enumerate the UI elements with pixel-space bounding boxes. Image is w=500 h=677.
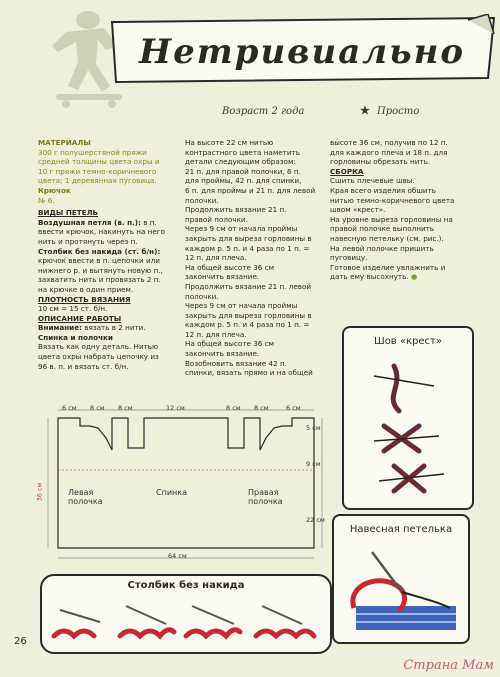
stitch-text: захватить нить и провязать 2 п.	[38, 275, 161, 285]
description-heading: ОПИСАНИЕ РАБОТЫ	[38, 313, 122, 323]
stitches-heading: ВИДЫ ПЕТЕЛЬ	[38, 208, 99, 218]
assembly-heading: СБОРКА	[330, 166, 364, 176]
assembly-line: нитью темно-коричневого цвета	[330, 195, 455, 205]
column-2	[185, 138, 319, 378]
materials-line: средней толщины цвета охры и	[38, 157, 160, 167]
text-line: для каждого плеча и 18 п. для	[330, 147, 448, 157]
hanging-loop-panel	[332, 514, 470, 644]
text-line: полочки.	[185, 291, 219, 301]
text-line: контрастного цвета наметить	[185, 147, 300, 157]
stitch-text: ввести крючок, накинуть на него	[38, 227, 165, 237]
dim-right: 5 см	[306, 424, 321, 432]
label-back: Спинка	[156, 488, 187, 497]
attention-label: Внимание:	[38, 323, 82, 333]
hanging-loop-title: Навесная петелька	[349, 524, 453, 535]
single-crochet-title: Столбик без накида	[127, 580, 245, 591]
age-label: Возраст 2 года	[222, 106, 305, 117]
stitch-text: в п.	[140, 217, 157, 227]
assembly-line: правой полочке выполнить	[330, 224, 435, 234]
text-line: для проймы, 42 п. для спинки,	[185, 176, 302, 186]
text-line: высоте 36 см, получив по 12 п.	[330, 138, 448, 147]
page-number: 26	[14, 636, 27, 647]
garment-schematic	[40, 398, 330, 568]
dim-top: 8 см	[226, 404, 241, 412]
stitch-text: крючок ввести в п. цепочки или	[38, 256, 160, 266]
assembly-line: Готовое изделие увлажнить и	[330, 262, 446, 272]
cross-stitch-panel	[342, 326, 474, 510]
back-text: Вязать как одну деталь. Нитью	[38, 342, 159, 352]
attention-text: вязать в 2 нити.	[81, 323, 146, 333]
stitch-text: нижнего р. и вытянуть новую п.,	[38, 265, 163, 275]
text-line: горловины обрезать нить.	[330, 157, 431, 167]
label-left-front: Левая полочка	[68, 488, 103, 506]
stitch-term: Воздушная петля (в. п.):	[38, 217, 141, 227]
stitch-text: нить и протянуть через п.	[38, 236, 138, 246]
text-line: закрыть для выреза горловины в	[185, 233, 312, 243]
text-line: 21 п. для правой полочки, 6 п.	[185, 166, 301, 176]
page-title: Нетривиально	[138, 32, 466, 72]
text-line: детали следующим образом:	[185, 157, 296, 167]
assembly-line: швом «крест».	[330, 205, 386, 215]
text-line: спинки, вязать прямо и на общей	[185, 368, 313, 378]
text-line: На общей высоте 36 см	[185, 262, 275, 272]
assembly-line: пуговицу.	[330, 253, 368, 263]
stitch-text: на крючке в один прием.	[38, 284, 134, 294]
materials-line: 300 г полушерстяной пряжи	[38, 147, 147, 157]
materials-heading: МАТЕРИАЛЫ	[38, 138, 91, 147]
difficulty-label: Просто	[377, 106, 420, 117]
materials-line: 10 г пряжи темно-коричневого	[38, 166, 157, 176]
text-line: 12 п. для плеча.	[185, 253, 247, 263]
dim-right: 9 см	[306, 460, 321, 468]
assembly-line: На уровне выреза горловины на	[330, 214, 453, 224]
text-line: закончить вязание.	[185, 349, 260, 359]
text-line: На высоте 22 см нитью	[185, 138, 274, 147]
text-line: каждом р. 5 п. и 4 раза по 1 п. =	[185, 243, 310, 253]
text-line: 6 п. для проймы и 21 п. для левой	[185, 185, 316, 195]
dim-top: 8 см	[118, 404, 133, 412]
dim-top: 12 см	[166, 404, 185, 412]
stitch-term: Столбик без накида (ст. б/н):	[38, 246, 161, 256]
back-text: цвета охры набрать цепочку из	[38, 352, 159, 362]
single-crochet-panel	[40, 574, 332, 654]
text-line: каждом р. 5 п. и 4 раза по 1 п. =	[185, 320, 310, 330]
text-line: Через 9 см от начала проймы	[185, 301, 298, 311]
star-icon: ★	[360, 104, 370, 117]
assembly-line: Сшить плечевые швы.	[330, 176, 415, 186]
watermark: Страна Мам	[403, 658, 494, 673]
dim-top: 6 см	[62, 404, 77, 412]
cross-stitch-title: Шов «крест»	[374, 336, 442, 347]
text-line: Возобновить вязание 42 п.	[185, 358, 287, 368]
hook-heading: Крючок	[38, 185, 71, 195]
back-heading: Спинка и полочки	[38, 332, 113, 342]
single-crochet-illustration	[50, 596, 322, 648]
column-3	[330, 138, 466, 282]
density-heading: ПЛОТНОСТЬ ВЯЗАНИЯ	[38, 294, 131, 304]
materials-line: цвета; 1 деревянная пуговица.	[38, 176, 157, 186]
hook-value: № 6.	[38, 195, 55, 205]
assembly-line: навесную петельку (см. рис.).	[330, 233, 444, 243]
dim-right: 22 см	[306, 516, 325, 524]
text-line: На общей высоте 36 см	[185, 339, 275, 349]
text-line: Продолжить вязание 21 п. левой	[185, 281, 312, 291]
text-line: полочки.	[185, 195, 219, 205]
dim-top: 6 см	[286, 404, 301, 412]
dim-bottom: 64 см	[168, 552, 187, 560]
assembly-line: Края всего изделия обшить	[330, 185, 437, 195]
dim-left: 36 см	[35, 482, 44, 502]
column-1	[38, 138, 170, 371]
assembly-line: На левой полочке пришить	[330, 243, 434, 253]
text-line: Через 9 см от начала проймы	[185, 224, 298, 234]
dim-top: 8 см	[90, 404, 105, 412]
density-value: 10 см = 15 ст. б/н.	[38, 304, 108, 314]
cross-stitch-illustration	[364, 356, 454, 501]
hanging-loop-illustration	[342, 544, 460, 636]
text-line: правой полочки.	[185, 214, 248, 224]
label-right-front: Правая полочка	[248, 488, 283, 506]
text-line: закончить вязание.	[185, 272, 260, 282]
back-text: 96 в. п. и вязать ст. б/н.	[38, 361, 129, 371]
text-line: 12 п. для плеча.	[185, 329, 247, 339]
text-line: Продолжить вязание 21 п.	[185, 205, 287, 215]
bullet-icon: ●	[410, 272, 418, 282]
dim-top: 8 см	[254, 404, 269, 412]
assembly-line: дать ему высохнуть.	[330, 272, 409, 282]
text-line: закрыть для выреза горловины в	[185, 310, 312, 320]
banner	[112, 18, 492, 80]
